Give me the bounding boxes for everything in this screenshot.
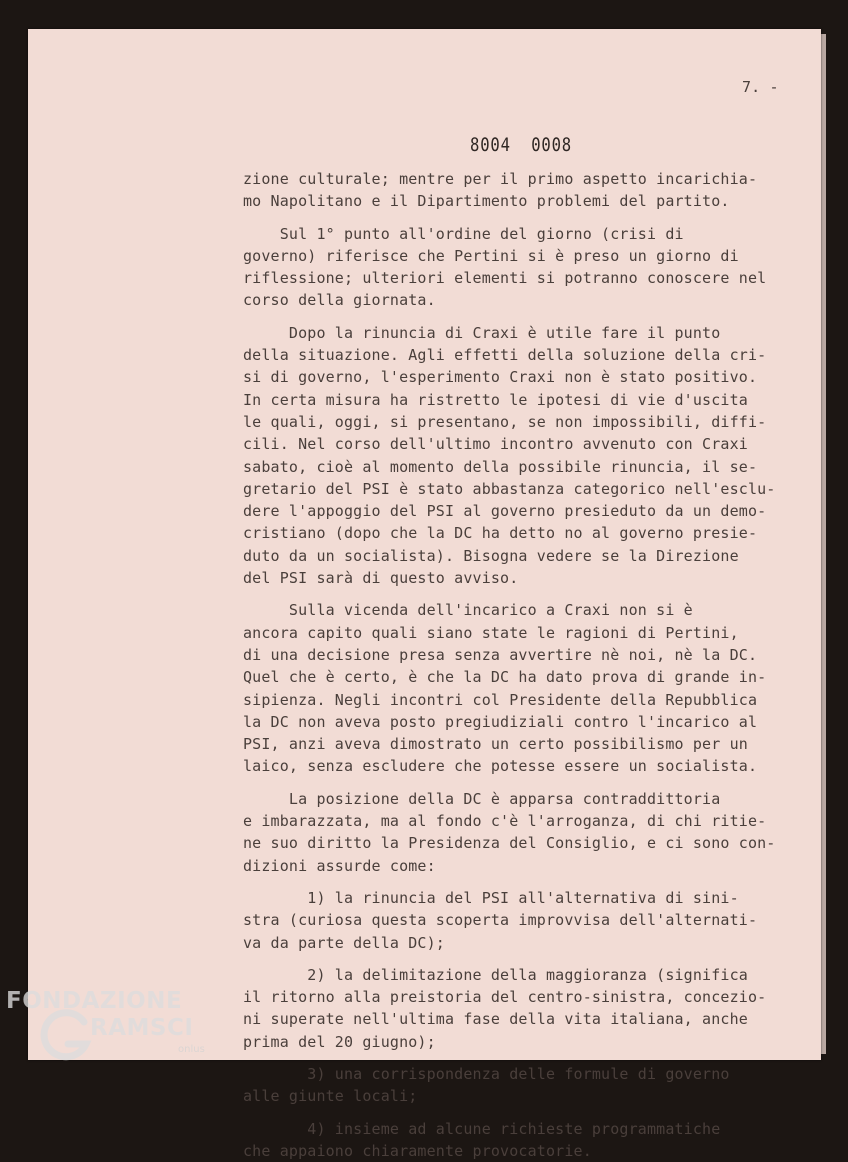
text-line: Sulla vicenda dell'incarico a Craxi non si è	[243, 601, 693, 620]
paragraph-gap	[243, 954, 813, 964]
text-line: la DC non aveva posto pregiudiziali contro l'incarico al	[243, 712, 758, 731]
text-line: mo Napolitano e il Dipartimento problemi del partito.	[243, 192, 730, 211]
text-line: ne suo diritto la Presidenza del Consiglio, e ci sono con-	[243, 834, 776, 853]
text-line: PSI, anzi aveva dimostrato un certo possibilismo per un	[243, 735, 748, 754]
text-line: cristiano (dopo che la DC ha detto no al governo presie-	[243, 524, 758, 543]
text-line: dizioni assurde come:	[243, 856, 436, 875]
paragraph-gap	[243, 778, 813, 788]
paragraph	[243, 322, 813, 590]
paragraph	[243, 887, 813, 954]
text-line: cili. Nel corso dell'ultimo incontro avvenuto con Craxi	[243, 435, 748, 454]
text-line: alle giunte locali;	[243, 1087, 418, 1106]
text-line: riflessione; ulteriori elementi si potranno conoscere nel	[243, 269, 767, 288]
watermark-line1: FONDAZIONE	[6, 988, 183, 1014]
text-line: Sul 1° punto all'ordine del giorno (crisi di	[243, 224, 684, 243]
paragraph-gap	[243, 1108, 813, 1118]
text-line: le quali, oggi, si presentano, se non impossibili, diffi-	[243, 412, 767, 431]
text-line: 2) la delimitazione della maggioranza (significa	[243, 965, 748, 984]
text-line: 3) una corrispondenza delle formule di governo	[243, 1064, 730, 1083]
paragraph-gap	[243, 877, 813, 887]
paragraph	[243, 1118, 813, 1162]
text-line: il ritorno alla preistoria del centro-sinistra, concezio-	[243, 988, 767, 1007]
paragraph	[243, 1063, 813, 1108]
text-line: sipienza. Negli incontri col Presidente della Repubblica	[243, 690, 758, 709]
paragraph	[243, 223, 813, 312]
text-line: gretario del PSI è stato abbastanza categorico nell'esclu-	[243, 479, 776, 498]
paragraph-gap	[243, 1053, 813, 1063]
paragraph	[243, 964, 813, 1053]
page-number: 7. -	[742, 78, 779, 96]
text-line: La posizione della DC è apparsa contraddittoria	[243, 789, 721, 808]
text-line: che appaiono chiaramente provocatorie.	[243, 1141, 592, 1160]
text-line: sabato, cioè al momento della possibile rinuncia, il se-	[243, 457, 758, 476]
gramsci-g-logo-icon	[40, 1012, 92, 1062]
text-line: governo) riferisce che Pertini si è preso un giorno di	[243, 246, 739, 265]
text-line: del PSI sarà di questo avviso.	[243, 569, 519, 588]
watermark-line2: RAMSCI	[90, 1015, 194, 1041]
text-line: e imbarazzata, ma al fondo c'è l'arroganza, di chi ritie-	[243, 812, 767, 831]
fondazione-gramsci-watermark	[6, 988, 216, 1068]
watermark-line3: onlus	[178, 1044, 205, 1055]
text-line: dere l'appoggio del PSI al governo presieduto da un demo-	[243, 502, 767, 521]
text-line: si di governo, l'esperimento Craxi non è stato positivo.	[243, 368, 758, 387]
text-line: prima del 20 giugno);	[243, 1032, 436, 1051]
body-text	[243, 168, 813, 1162]
text-line: ni superate nell'ultima fase della vita italiana, anche	[243, 1010, 748, 1029]
paragraph-gap	[243, 589, 813, 599]
text-line: stra (curiosa questa scoperta improvvisa dell'alternati-	[243, 911, 758, 930]
paragraph	[243, 788, 813, 877]
paragraph-gap	[243, 312, 813, 322]
paragraph	[243, 599, 813, 777]
text-line: Quel che è certo, è che la DC ha dato prova di grande in-	[243, 668, 767, 687]
page-edge	[821, 34, 826, 1054]
text-line: Dopo la rinuncia di Craxi è utile fare il punto	[243, 323, 721, 342]
text-line: 1) la rinuncia del PSI all'alternativa di sini-	[243, 888, 739, 907]
text-line: di una decisione presa senza avvertire nè noi, nè la DC.	[243, 645, 758, 664]
paragraph-gap	[243, 213, 813, 223]
text-line: 4) insieme ad alcune richieste programmatiche	[243, 1119, 721, 1138]
archive-code: 8004 0008	[470, 134, 573, 156]
text-line: corso della giornata.	[243, 291, 436, 310]
paragraph	[243, 168, 813, 213]
text-line: laico, senza escludere che potesse essere un socialista.	[243, 757, 758, 776]
text-line: ancora capito quali siano state le ragioni di Pertini,	[243, 623, 739, 642]
text-line: In certa misura ha ristretto le ipotesi di vie d'uscita	[243, 390, 748, 409]
text-line: duto da un socialista). Bisogna vedere se la Direzione	[243, 546, 739, 565]
text-line: va da parte della DC);	[243, 933, 445, 952]
text-line: della situazione. Agli effetti della soluzione della cri-	[243, 346, 767, 365]
text-line: zione culturale; mentre per il primo aspetto incarichia-	[243, 170, 758, 188]
